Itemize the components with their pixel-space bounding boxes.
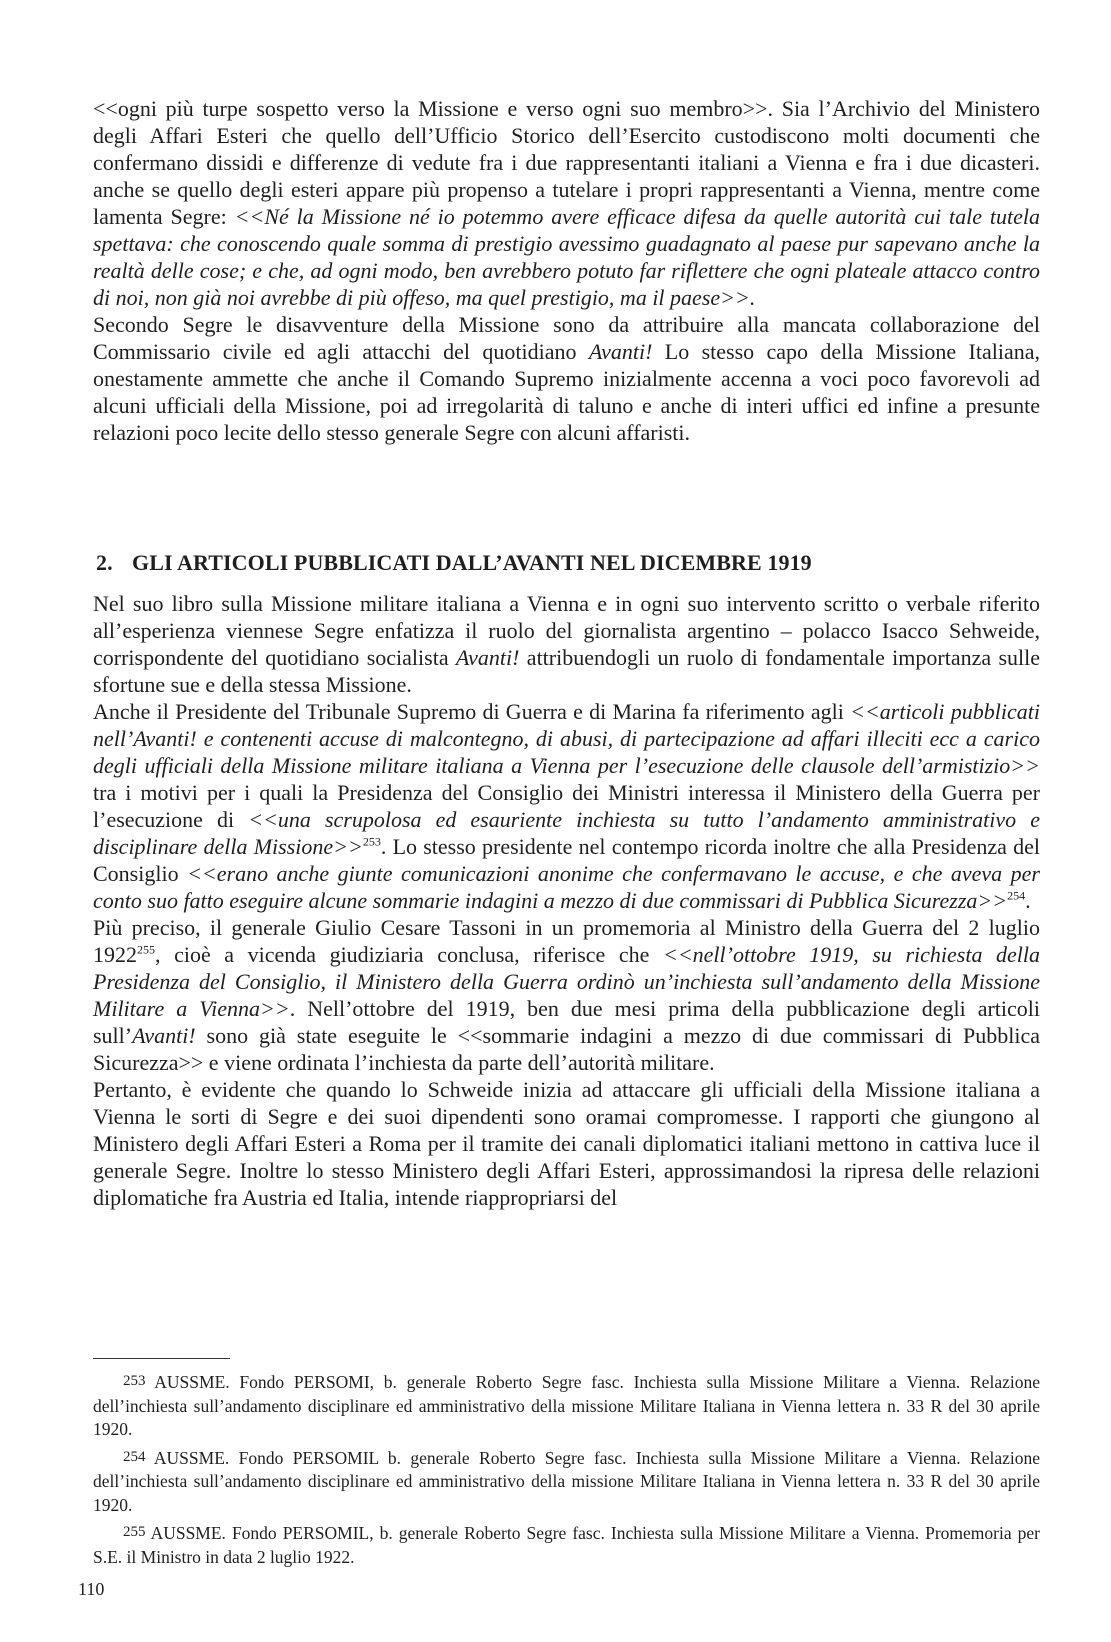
intro-text: [93, 95, 1040, 446]
footnote-ref-253: 253: [362, 834, 381, 849]
section-p1-text-a: Nel suo libro sulla Missione militare italiana a Vienna e in ogni suo intervento scritto o verbale riferito all’esperienza viennese Segre enfatizza il ruolo del giornalista argentino – polacco Isacco Sehweide, corrispondente del quotidiano socialista: [93, 591, 1040, 670]
section-p3-avanti: Avanti!: [132, 1023, 196, 1048]
intro-p2-text-a: Secondo Segre le disavventure della Missione sono da attribuire alla mancata collaborazione del Commissario civile ed agli attacchi del quotidiano: [93, 312, 1040, 364]
section-heading: [96, 550, 812, 576]
footnote-text: AUSSME. Fondo PERSOMIL b. generale Roberto Segre fasc. Inchiesta sulla Missione Militare a Vienna. Relazione dell’inchiesta sull’andamento disciplinare ed amministrativo della missione Militare Italiana in Vienna lettera n. 33 R del 30 aprile 1920.: [93, 1447, 1040, 1515]
section-p1-text-b: attribuendogli un ruolo di fondamentale importanza sulle sfortune sue e della stessa Missione.: [93, 645, 1041, 697]
page-number: 110: [78, 1579, 105, 1599]
footnote: [93, 1521, 1040, 1569]
intro-paragraph-1: [93, 95, 1040, 311]
footnote-number: 253: [123, 1373, 146, 1389]
footnote-text: AUSSME. Fondo PERSOMIL, b. generale Roberto Segre fasc. Inchiesta sulla Missione Militare a Vienna. Promemoria per S.E. il Ministro in data 2 luglio 1922.: [93, 1523, 1040, 1567]
section-paragraph-1: [93, 590, 1040, 698]
section-paragraph-2: [93, 698, 1040, 914]
section-number: 2.: [96, 550, 113, 575]
section-p1-avanti: Avanti!: [455, 645, 520, 670]
footnote-text: AUSSME. Fondo PERSOMI, b. generale Roberto Segre fasc. Inchiesta sulla Missione Militare a Vienna. Relazione dell’inchiesta sull’andamento disciplinare ed amministrativo della missione Militare Italiana in Vienna lettera n. 33 R del 30 aprile 1920.: [93, 1372, 1040, 1439]
footnote-divider: [93, 1358, 230, 1359]
section-p2-quote-2: <<una scrupolosa ed esauriente inchiesta su tutto l’andamento amministrativo e disciplinare della Missione>>: [93, 807, 1040, 859]
section-p2-quote-1: <<articoli pubblicati nell’Avanti! e contenenti accuse di malcontegno, di abusi, di partecipazione ad affari illeciti ecc a carico degli ufficiali della Missione militare italiana a Vienna per l’esecuzione delle clausole dell’armistizio>>: [93, 699, 1040, 778]
intro-p1-text: <<ogni più turpe sospetto verso la Missione e verso ogni suo membro>>. Sia l’Archivio del Ministero degli Affari Esteri che quello dell’Ufficio Storico dell’Esercito custodiscono molti documenti che confermano dissidi e differenze di vedute fra i due rappresentanti italiani a Vienna e fra i due dicasteri. anche se quello degli esteri appare più propenso a tutelare i propri rappresentanti a Vienna, mentre come lamenta Segre:: [93, 96, 1040, 229]
section-p2-quote-3: <<erano anche giunte comunicazioni anonime che confermavano le accuse, e che aveva per conto suo fatto eseguire alcune sommarie indagini a mezzo di due commissari di Pubblica Sicurezza>>: [93, 861, 1040, 913]
footnote-ref-255: 255: [137, 942, 155, 957]
section-paragraph-4: [93, 1076, 1040, 1211]
section-p2-text-b: tra i motivi per i quali la Presidenza del Consiglio dei Ministri interessa il Ministero della Guerra per l’esecuzione di: [93, 780, 1040, 832]
footnote: [93, 1446, 1040, 1518]
intro-p1-quote: <<Né la Missione né io potemmo avere efficace difesa da quelle autorità cui tale tutela spettava: che conoscendo quale somma di prestigio avessimo guadagnato al paese pur sapevano anche la realtà delle cose; e che, ad ogni modo, ben avrebbero potuto far riflettere che ogni plateale attacco contro di noi, non già noi avrebbe di più offeso, ma quel prestigio, ma il paese>>.: [93, 204, 1040, 310]
section-p2-text-a: Anche il Presidente del Tribunale Supremo di Guerra e di Marina fa riferimento agli: [93, 699, 851, 724]
section-paragraph-3: [93, 914, 1040, 1076]
footnote: [93, 1370, 1040, 1442]
footnote-number: 255: [123, 1524, 146, 1540]
intro-paragraph-2: [93, 311, 1040, 446]
section-p3-text-d: sono già state eseguite le <<sommarie indagini a mezzo di due commissari di Pubblica Sicurezza>> e viene ordinata l’inchiesta da parte dell’autorità militare.: [93, 1023, 1040, 1075]
section-title: GLI ARTICOLI PUBBLICATI DALL’AVANTI NEL DICEMBRE 1919: [132, 550, 812, 575]
section-body: [93, 590, 1040, 1211]
section-p3-quote: <<nell’ottobre 1919, su richiesta della Presidenza del Consiglio, il Ministero della Guerra ordinò un’inchiesta sull’andamento della Missione Militare a Vienna>>: [93, 942, 1041, 1021]
section-p4-text: Pertanto, è evidente che quando lo Schweide inizia ad attaccare gli ufficiali della Missione italiana a Vienna le sorti di Segre e dei suoi dipendenti sono oramai compromesse. I rapporti che giungono al Ministero degli Affari Esteri a Roma per il tramite dei canali diplomatici italiani mettono in cattiva luce il generale Segre. Inoltre lo stesso Ministero degli Affari Esteri, approssimandosi la ripresa delle relazioni diplomatiche fra Austria ed Italia, intende riappropriarsi del: [93, 1077, 1040, 1210]
intro-p2-text-b: Lo stesso capo della Missione Italiana, onestamente ammette che anche il Comando Supremo inizialmente accenna a voci poco favorevoli ad alcuni ufficiali della Missione, poi ad irregolarità di taluno e anche di interi uffici ed infine a presunte relazioni poco lecite dello stesso generale Segre con alcuni affaristi.: [93, 339, 1040, 445]
section-p2-text-c: . Lo stesso presidente nel contempo ricorda inoltre che alla Presidenza del Consiglio: [93, 834, 1041, 886]
footnote-ref-254: 254: [1007, 888, 1026, 903]
section-p3-text-a: Più preciso, il generale Giulio Cesare Tassoni in un promemoria al Ministro della Guerra del 2 luglio 1922: [93, 915, 1040, 967]
footnote-number: 254: [123, 1448, 146, 1465]
intro-p2-avanti: Avanti!: [588, 339, 653, 364]
footnotes: [93, 1370, 1040, 1573]
section-p2-text-d: .: [1025, 888, 1031, 913]
section-p3-text-c: . Nell’ottobre del 1919, ben due mesi prima della pubblicazione degli articoli sull’: [93, 996, 1041, 1048]
section-p3-text-b: , cioè a vicenda giudiziaria conclusa, riferisce che: [155, 942, 663, 967]
